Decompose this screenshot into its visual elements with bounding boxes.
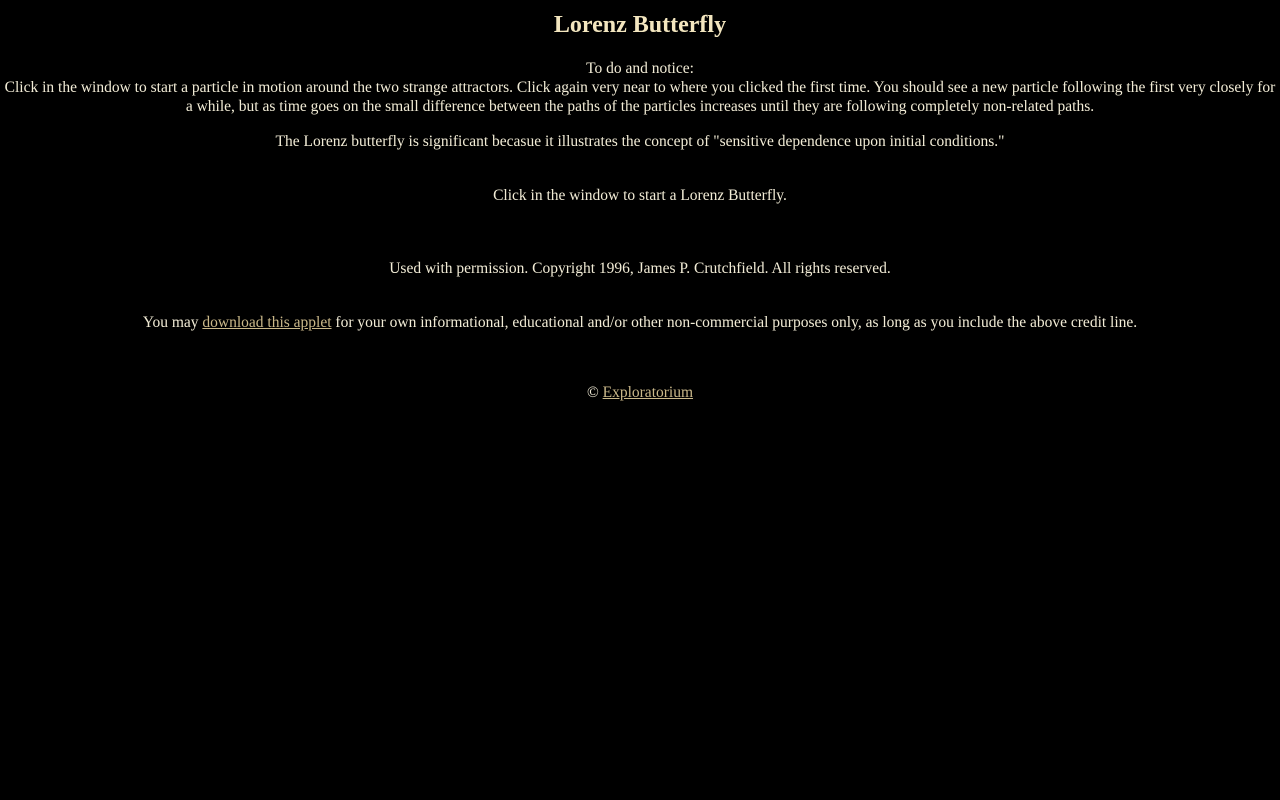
notice-heading: To do and notice: (586, 60, 694, 77)
significance-text: The Lorenz butterfly is significant becasue it illustrates the concept of "sensitive dependence upon initial conditions." (275, 133, 1005, 150)
notice-section (4, 59, 1276, 116)
copyright-symbol: © (586, 384, 603, 401)
download-prefix: You may (142, 314, 203, 331)
notice-body: Click in the window to start a particle in motion around the two strange attractors. Click again very near to where you clicked the first time. You should see a new particle following the first very closely for a while, but as time goes on the small difference between the paths of the particles increases until they are following completely non-related paths. (4, 79, 1276, 115)
exploratorium-link[interactable]: Exploratorium (602, 384, 694, 401)
download-notice (4, 313, 1276, 332)
permission-credit: Used with permission. Copyright 1996, James P. Crutchfield. All rights reserved. (389, 260, 891, 277)
footer (4, 383, 1276, 402)
page-title: Lorenz Butterfly (553, 12, 727, 38)
download-suffix: for your own informational, educational and/or other non-commercial purposes only, as long as you include the above credit line. (331, 314, 1138, 331)
download-applet-link[interactable]: download this applet (202, 314, 332, 331)
applet-instruction: Click in the window to start a Lorenz Butterfly. (493, 187, 787, 204)
